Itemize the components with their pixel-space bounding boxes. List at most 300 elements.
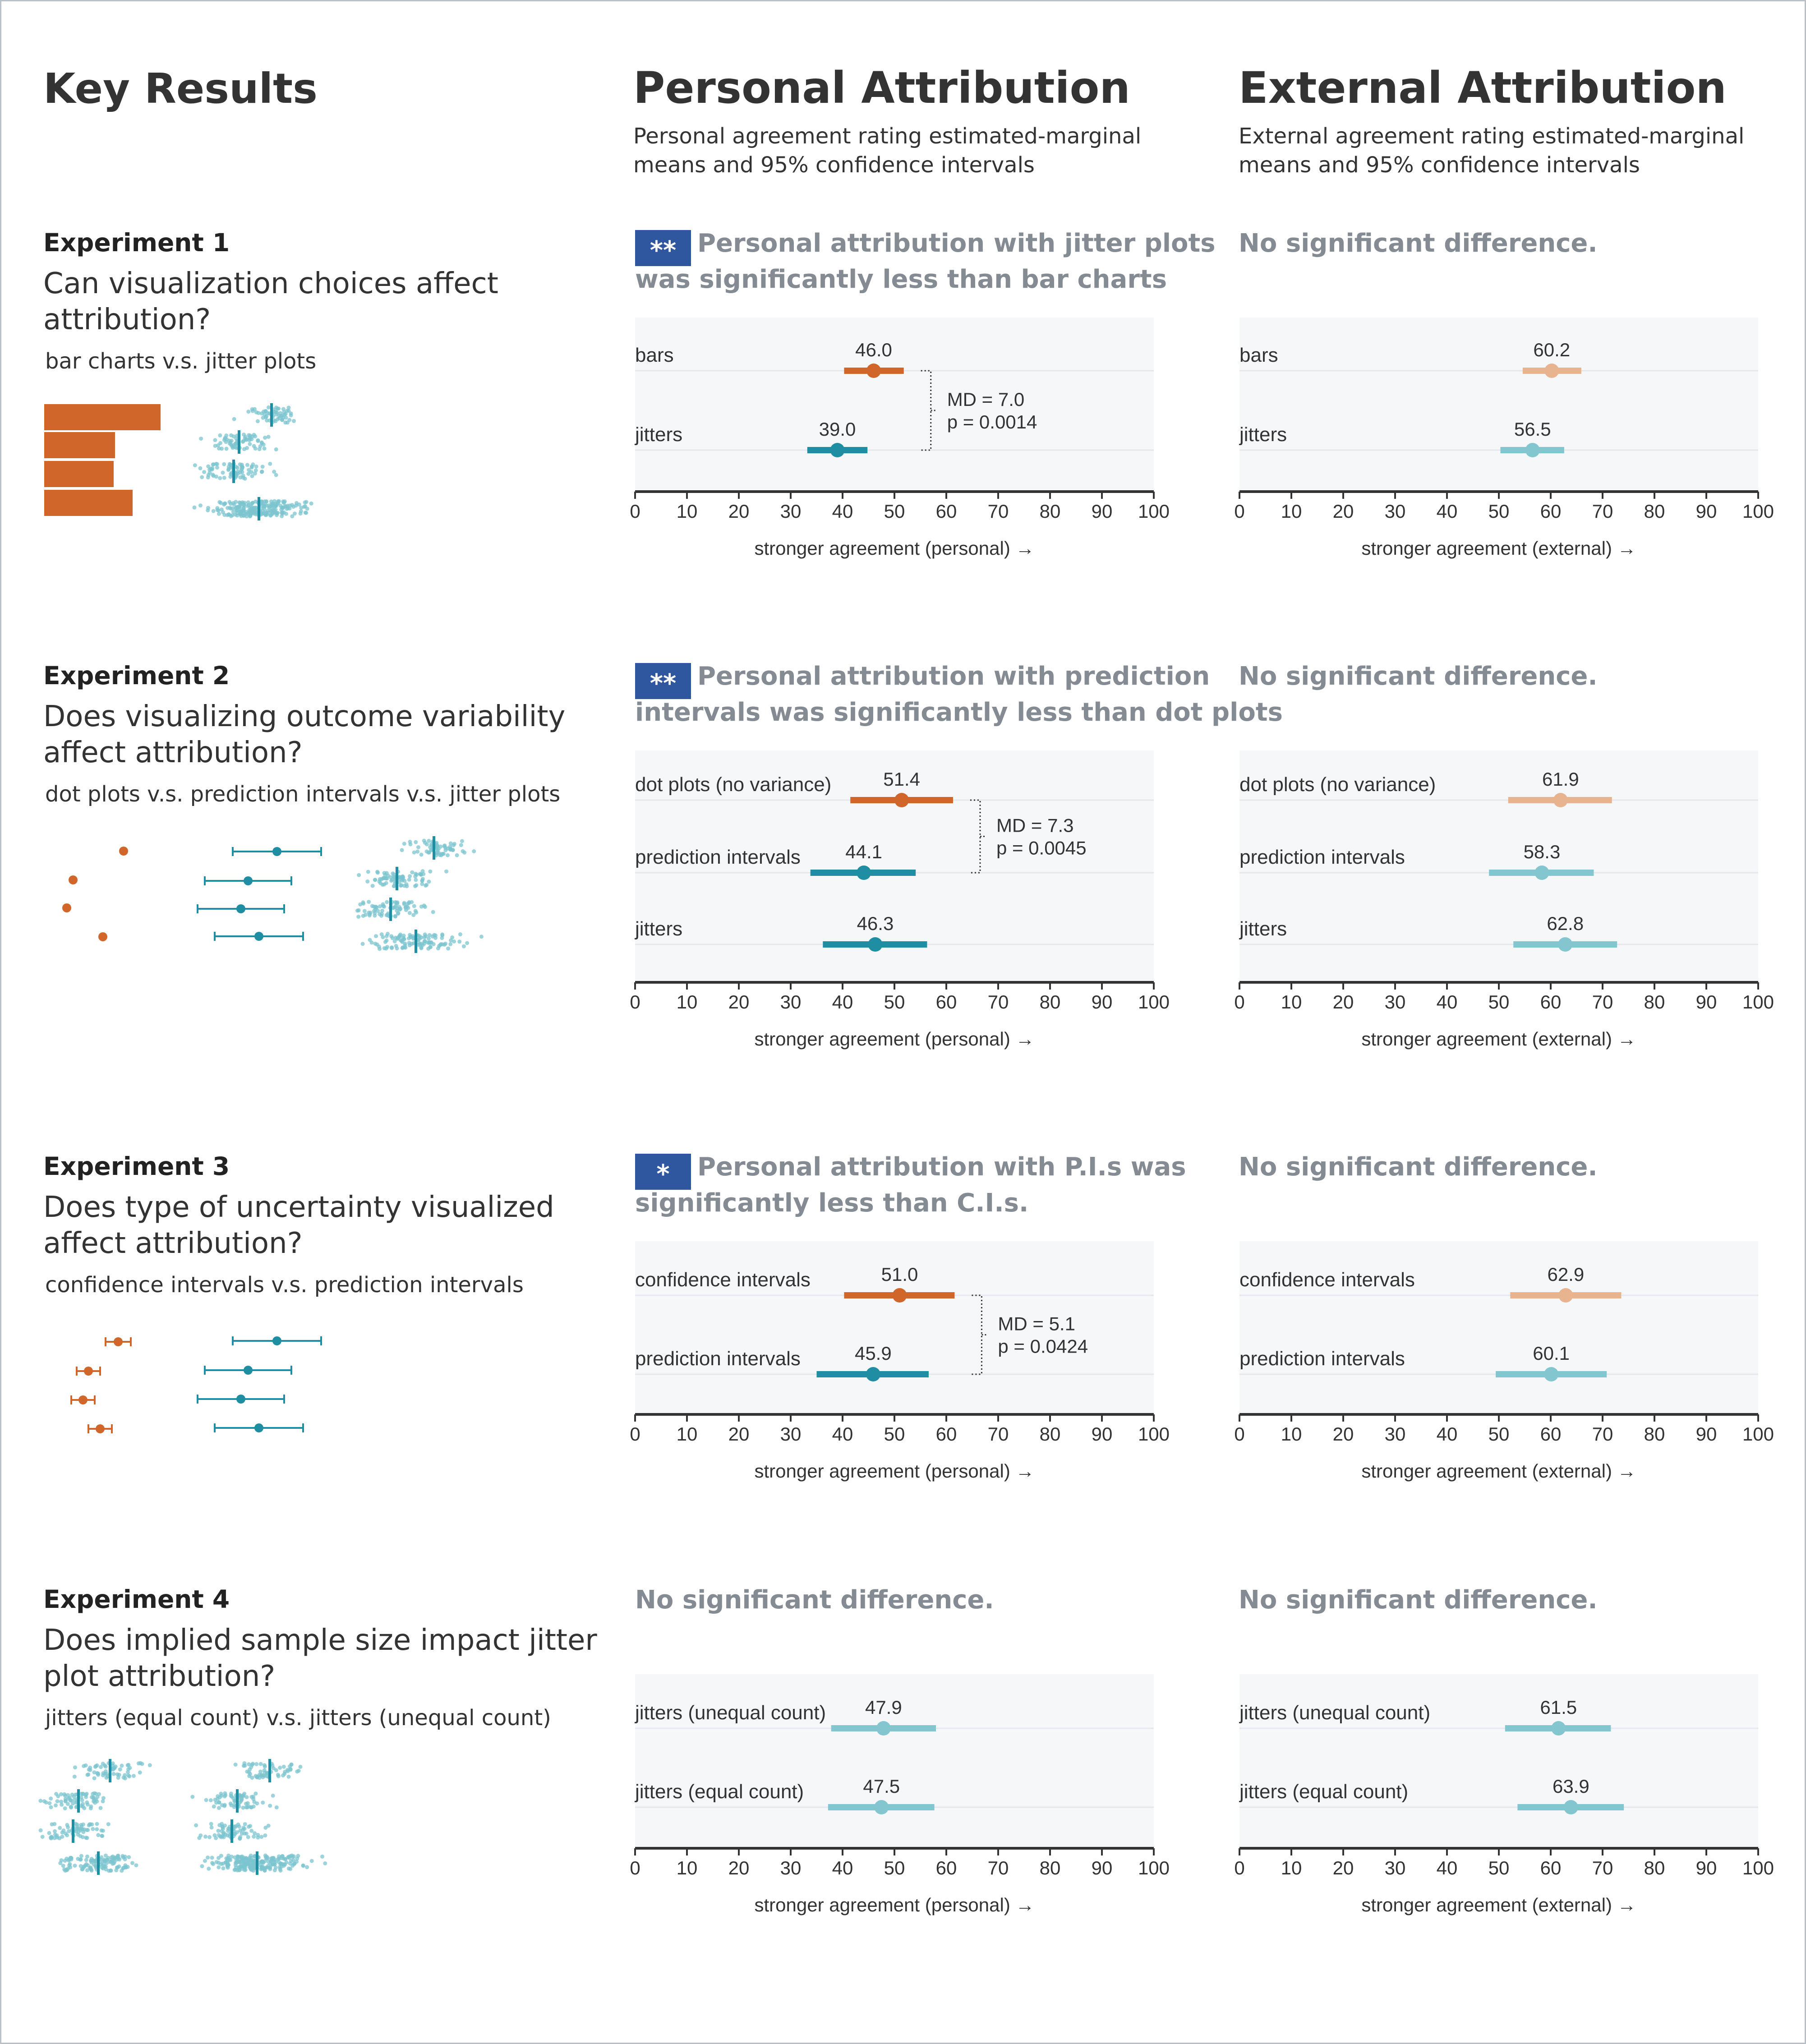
jitter-point <box>102 1859 106 1863</box>
jitter-point <box>440 852 444 856</box>
row-label: prediction intervals <box>1239 1348 1405 1370</box>
jitter-point <box>472 849 476 853</box>
experiment-question-line2: attribution? <box>43 303 211 336</box>
jitter-point <box>47 1831 51 1835</box>
x-tick-label: 30 <box>780 1857 802 1878</box>
jitter-point <box>299 509 303 513</box>
jitter-point <box>278 1862 282 1866</box>
jitter-point <box>386 932 390 936</box>
x-tick-label: 60 <box>935 501 957 522</box>
jitter-point <box>47 1801 51 1805</box>
jitter-point <box>79 1864 83 1868</box>
jitter-point <box>200 475 204 479</box>
jitter-point <box>210 1856 214 1860</box>
external-finding-1 <box>1239 229 1598 258</box>
jitter-point <box>216 1794 220 1798</box>
jitter-point <box>389 934 393 938</box>
x-tick-label: 20 <box>728 501 750 522</box>
jitter-point <box>197 1836 201 1840</box>
experiment-comparison: confidence intervals v.s. prediction intervals <box>45 1272 524 1298</box>
icon-confidence-interval <box>71 1395 95 1404</box>
mean-value-label: 61.9 <box>1542 769 1579 790</box>
jitter-point <box>390 946 394 950</box>
x-tick-label: 80 <box>1644 1857 1665 1878</box>
interval-point <box>244 876 253 885</box>
jitter-point <box>243 1822 247 1826</box>
jitter-strip-e4b-1 <box>190 1789 279 1813</box>
jitter-strip-2 <box>193 460 278 483</box>
jitter-point <box>297 1769 301 1773</box>
plot-background <box>1239 318 1758 491</box>
jitter-point <box>260 1860 264 1864</box>
x-tick-label: 90 <box>1695 991 1717 1013</box>
jitter-point <box>279 1856 283 1860</box>
jitter-point <box>371 884 375 888</box>
jitter-point <box>223 502 227 506</box>
interval-point <box>272 847 281 856</box>
jitter-point <box>304 511 308 515</box>
icon-prediction-interval <box>205 1366 291 1375</box>
jitter-point <box>374 905 378 909</box>
x-tick-label: 40 <box>832 501 853 522</box>
jitter-strip-e4b-3 <box>200 1851 327 1875</box>
jitter-point <box>193 463 197 467</box>
jitter-point <box>259 1835 263 1839</box>
jitter-point <box>217 1856 221 1860</box>
jitter-point <box>44 1800 48 1805</box>
jitter-point <box>96 1772 100 1776</box>
jitter-point <box>105 1776 109 1780</box>
jitter-point <box>242 1764 246 1768</box>
jitter-point <box>276 407 281 411</box>
jitter-point <box>217 508 221 512</box>
jitter-point <box>251 1861 255 1865</box>
mean-value-label: 47.5 <box>863 1776 900 1797</box>
jitter-point <box>290 1854 294 1858</box>
experiment-label: Experiment 2 <box>43 661 230 690</box>
jitter-point <box>253 434 257 438</box>
jitter-point <box>243 501 247 505</box>
jitter-point <box>220 447 224 451</box>
x-tick-label: 80 <box>1644 991 1665 1013</box>
jitter-point <box>206 508 210 512</box>
jitter-point <box>267 435 271 439</box>
jitter-point <box>304 500 309 504</box>
interval-point <box>244 1366 253 1375</box>
jitter-point <box>465 941 469 945</box>
jitter-point <box>398 877 402 881</box>
jitter-point <box>446 853 450 857</box>
jitter-point <box>282 501 286 505</box>
jitter-point <box>286 506 290 510</box>
jitter-point <box>73 1765 77 1769</box>
jitter-point <box>254 506 258 510</box>
jitter-point <box>378 881 382 885</box>
jitter-point <box>263 409 267 413</box>
jitter-point <box>431 910 435 914</box>
x-tick-label: 20 <box>1332 1857 1354 1878</box>
jitter-point <box>375 870 379 874</box>
jitter-point <box>212 509 216 513</box>
jitter-point <box>426 947 430 951</box>
experiment-3-summary <box>43 1152 554 1298</box>
mean-value-label: 63.9 <box>1552 1776 1589 1797</box>
x-tick-label: 80 <box>1644 501 1665 522</box>
jitter-point <box>378 912 382 916</box>
jitter-point <box>57 1836 61 1840</box>
jitter-point <box>217 1833 221 1837</box>
jitter-point <box>76 1830 80 1834</box>
experiment-2-icon <box>62 836 484 953</box>
x-tick-label: 20 <box>728 1857 750 1878</box>
jitter-point <box>221 471 225 475</box>
plot-background <box>635 318 1154 491</box>
mean-point <box>1558 937 1572 952</box>
jitter-point <box>366 870 370 874</box>
p-value-text: p = 0.0424 <box>998 1335 1088 1357</box>
jitter-point <box>120 1869 124 1873</box>
x-tick-label: 0 <box>630 1857 640 1878</box>
jitter-point <box>274 447 278 451</box>
x-tick-label: 50 <box>884 991 905 1013</box>
icon-prediction-interval <box>198 1395 284 1404</box>
x-tick-label: 90 <box>1091 1857 1113 1878</box>
jitter-point <box>217 1865 221 1869</box>
jitter-point <box>355 909 359 913</box>
jitter-point <box>132 1774 136 1778</box>
external-finding-4 <box>1239 1585 1598 1615</box>
jitter-point <box>268 1866 272 1870</box>
jitter-point <box>459 843 463 847</box>
mean-point <box>857 865 871 880</box>
personal-finding-4 <box>635 1585 994 1615</box>
jitter-point <box>309 502 313 506</box>
jitter-point <box>389 875 393 879</box>
icon-prediction-interval <box>198 904 284 913</box>
p-value-text: p = 0.0045 <box>996 837 1087 859</box>
jitter-point <box>423 935 427 939</box>
x-tick-label: 20 <box>1332 501 1354 522</box>
chart-exp2-personal <box>630 750 1170 1050</box>
jitter-point <box>373 911 377 915</box>
jitter-point <box>245 504 249 508</box>
x-tick-label: 70 <box>1592 501 1613 522</box>
jitter-point <box>100 1834 104 1838</box>
jitter-point <box>272 510 276 514</box>
jitter-point <box>424 883 428 887</box>
jitter-point <box>263 1763 267 1767</box>
x-tick-label: 50 <box>884 501 905 522</box>
jitter-point <box>261 1800 265 1805</box>
jitter-point <box>263 447 267 451</box>
jitter-point <box>451 848 455 852</box>
jitter-point <box>115 1772 120 1777</box>
jitter-point <box>276 1773 280 1777</box>
x-tick-label: 100 <box>1742 1423 1774 1445</box>
x-tick-label: 60 <box>935 1857 957 1878</box>
x-tick-label: 10 <box>676 991 698 1013</box>
mean-point <box>1525 443 1540 457</box>
jitter-point <box>207 1835 212 1839</box>
experiment-question-line1: Does visualizing outcome variability <box>43 700 566 733</box>
mean-point <box>876 1721 891 1736</box>
mean-point <box>1558 1288 1573 1303</box>
jitter-point <box>104 1854 108 1858</box>
jitter-point <box>425 842 429 847</box>
jitter-point <box>427 879 431 884</box>
jitter-point <box>418 872 422 876</box>
jitter-point <box>270 505 274 509</box>
jitter-point <box>213 438 217 442</box>
jitter-strip-e2-3 <box>361 930 484 953</box>
x-tick-label: 0 <box>1234 991 1245 1013</box>
jitter-point <box>118 1768 122 1772</box>
mean-value-label: 56.5 <box>1514 419 1551 440</box>
jitter-point <box>282 1864 286 1868</box>
jitter-point <box>305 1865 309 1869</box>
experiment-1-summary <box>43 228 498 374</box>
x-tick-label: 100 <box>1138 501 1170 522</box>
x-tick-label: 70 <box>1592 991 1613 1013</box>
jitter-point <box>356 915 360 919</box>
chart-exp1-personal <box>630 318 1170 559</box>
jitter-point <box>107 1869 111 1873</box>
x-axis-label: stronger agreement (personal) → <box>754 1028 1035 1050</box>
x-axis-label: stronger agreement (external) → <box>1361 1460 1636 1482</box>
jitter-point <box>280 418 284 422</box>
jitter-point <box>248 442 252 446</box>
mean-point <box>1553 793 1568 807</box>
jitter-strip-3 <box>193 497 313 520</box>
jitter-point <box>217 1800 221 1805</box>
jitter-point <box>263 436 267 440</box>
jitter-point <box>39 1828 43 1832</box>
jitter-point <box>244 1868 248 1872</box>
jitter-point <box>262 511 266 515</box>
jitter-point <box>409 935 413 939</box>
jitter-point <box>49 1796 53 1800</box>
jitter-point <box>96 1833 100 1837</box>
mean-value-label: 62.9 <box>1547 1264 1585 1285</box>
jitter-point <box>245 1805 249 1809</box>
x-tick-label: 30 <box>1384 1423 1406 1445</box>
jitter-point <box>246 472 250 476</box>
jitter-point <box>193 506 197 510</box>
jitter-point <box>234 1824 238 1828</box>
row-label: jitters <box>1239 424 1287 446</box>
experiment-question-line2: affect attribution? <box>43 1227 303 1260</box>
jitter-point <box>292 1862 296 1866</box>
jitter-strip-e2-0 <box>400 836 476 860</box>
jitter-point <box>301 1864 305 1868</box>
jitter-point <box>422 942 426 946</box>
experiment-label: Experiment 4 <box>43 1585 230 1614</box>
jitter-point <box>222 438 226 442</box>
mean-difference-text: MD = 5.1 <box>998 1313 1075 1335</box>
mean-point <box>1551 1721 1566 1736</box>
jitter-point <box>111 1772 115 1776</box>
jitter-point <box>410 870 414 875</box>
jitter-point <box>361 942 365 946</box>
jitter-point <box>440 932 444 936</box>
x-tick-label: 70 <box>1592 1857 1613 1878</box>
external-finding-2 <box>1239 662 1598 691</box>
jitter-point <box>288 1867 292 1871</box>
row-label: jitters (unequal count) <box>635 1702 826 1724</box>
finding-line1: No significant difference. <box>635 1585 994 1615</box>
finding-line1: Personal attribution with P.I.s was <box>697 1152 1186 1182</box>
interval-point <box>254 1423 263 1432</box>
x-tick-label: 0 <box>1234 1423 1245 1445</box>
jitter-point <box>263 1826 267 1830</box>
jitter-point <box>440 936 444 940</box>
x-tick-label: 70 <box>1592 1423 1613 1445</box>
jitter-point <box>65 1823 69 1827</box>
jitter-point <box>203 1859 207 1863</box>
jitter-point <box>218 433 222 437</box>
jitter-point <box>285 1860 289 1864</box>
jitter-point <box>249 437 253 441</box>
jitter-point <box>212 462 216 466</box>
x-tick-label: 30 <box>1384 991 1406 1013</box>
mean-difference-text: MD = 7.0 <box>947 389 1025 410</box>
jitter-point <box>414 840 418 844</box>
jitter-point <box>209 1822 213 1826</box>
jitter-point <box>73 1864 77 1868</box>
jitter-point <box>242 447 246 451</box>
icon-prediction-interval <box>233 847 321 856</box>
jitter-point <box>399 883 403 887</box>
finding-line2: intervals was significantly less than dot plots <box>635 698 1283 727</box>
icon-bar <box>44 404 161 430</box>
mean-point <box>1564 1800 1578 1814</box>
x-axis-label: stronger agreement (external) → <box>1361 538 1636 559</box>
row-label: bars <box>635 344 674 366</box>
experiment-comparison: jitters (equal count) v.s. jitters (unequal count) <box>45 1705 551 1731</box>
jitter-point <box>462 944 466 948</box>
jitter-point <box>263 1768 267 1772</box>
jitter-point <box>415 873 419 877</box>
jitter-point <box>256 419 260 423</box>
jitter-point <box>106 1822 111 1826</box>
jitter-point <box>249 506 253 510</box>
jitter-point <box>88 1768 92 1772</box>
experiment-label: Experiment 1 <box>43 228 230 257</box>
jitter-point <box>323 1861 327 1865</box>
experiment-question-line2: affect attribution? <box>43 736 303 769</box>
jitter-point <box>258 1863 262 1867</box>
external-finding-3 <box>1239 1152 1598 1182</box>
jitter-point <box>241 474 245 478</box>
row-label: confidence intervals <box>1239 1269 1415 1291</box>
jitter-point <box>402 842 406 846</box>
row-label: jitters (equal count) <box>1239 1781 1409 1803</box>
jitter-point <box>256 1833 260 1837</box>
jitter-point <box>217 1861 221 1865</box>
icon-bar <box>44 432 115 458</box>
x-tick-label: 20 <box>728 1423 750 1445</box>
x-tick-label: 30 <box>780 1423 802 1445</box>
jitter-point <box>209 1798 213 1802</box>
jitter-point <box>81 1830 85 1834</box>
experiment-2-summary <box>43 661 565 807</box>
jitter-point <box>361 900 365 904</box>
jitter-point <box>266 1856 270 1860</box>
significance-stars: * <box>656 1160 670 1189</box>
jitter-point <box>250 465 254 470</box>
jitter-point <box>244 1857 248 1861</box>
jitter-point <box>41 1835 45 1839</box>
jitter-point <box>241 1826 245 1830</box>
jitter-point <box>246 1835 250 1839</box>
jitter-point <box>215 462 219 466</box>
x-tick-label: 0 <box>1234 1857 1245 1878</box>
jitter-point <box>234 1865 238 1869</box>
mean-point <box>830 443 845 457</box>
jitter-point <box>230 506 235 511</box>
jitter-point <box>246 410 250 414</box>
jitter-point <box>448 942 452 946</box>
jitter-point <box>431 935 435 939</box>
jitter-point <box>385 900 389 904</box>
mean-value-label: 61.5 <box>1540 1697 1577 1718</box>
external-attribution-heading: External Attribution <box>1239 63 1727 113</box>
jitter-point <box>246 500 250 504</box>
jitter-point <box>128 1766 132 1770</box>
x-tick-label: 50 <box>884 1423 905 1445</box>
jitter-point <box>361 914 365 918</box>
x-tick-label: 100 <box>1742 991 1774 1013</box>
jitter-point <box>305 506 309 511</box>
x-tick-label: 40 <box>1436 1423 1458 1445</box>
mean-point <box>866 364 881 378</box>
jitter-point <box>408 840 412 844</box>
jitter-point <box>396 900 400 904</box>
jitter-point <box>368 938 372 942</box>
mean-difference-text: MD = 7.3 <box>996 815 1074 836</box>
jitter-point <box>374 934 378 938</box>
plot-background <box>1239 1241 1758 1413</box>
jitter-point <box>281 1773 285 1777</box>
x-tick-label: 90 <box>1695 501 1717 522</box>
jitter-point <box>207 1867 211 1871</box>
mean-value-label: 51.4 <box>883 769 920 790</box>
jitter-point <box>460 839 464 843</box>
jitter-point <box>289 1767 293 1771</box>
jitter-point <box>310 1859 314 1863</box>
jitter-point <box>385 913 389 917</box>
row-label: jitters <box>1239 918 1287 940</box>
x-tick-label: 100 <box>1138 1857 1170 1878</box>
interval-point <box>236 1395 245 1404</box>
jitter-point <box>260 470 264 474</box>
x-tick-label: 30 <box>780 991 802 1013</box>
experiment-comparison: dot plots v.s. prediction intervals v.s. jitter plots <box>45 782 561 807</box>
jitter-point <box>275 413 279 417</box>
jitter-point <box>384 947 388 951</box>
jitter-point <box>292 419 296 423</box>
jitter-point <box>258 444 263 448</box>
jitter-point <box>408 911 412 915</box>
jitter-point <box>221 1831 226 1835</box>
jitter-point <box>217 1806 221 1810</box>
x-tick-label: 80 <box>1039 1423 1061 1445</box>
jitter-point <box>212 1805 216 1809</box>
jitter-point <box>251 409 255 413</box>
jitter-point <box>210 1825 214 1829</box>
x-tick-label: 100 <box>1138 1423 1170 1445</box>
jitter-point <box>95 1822 99 1826</box>
